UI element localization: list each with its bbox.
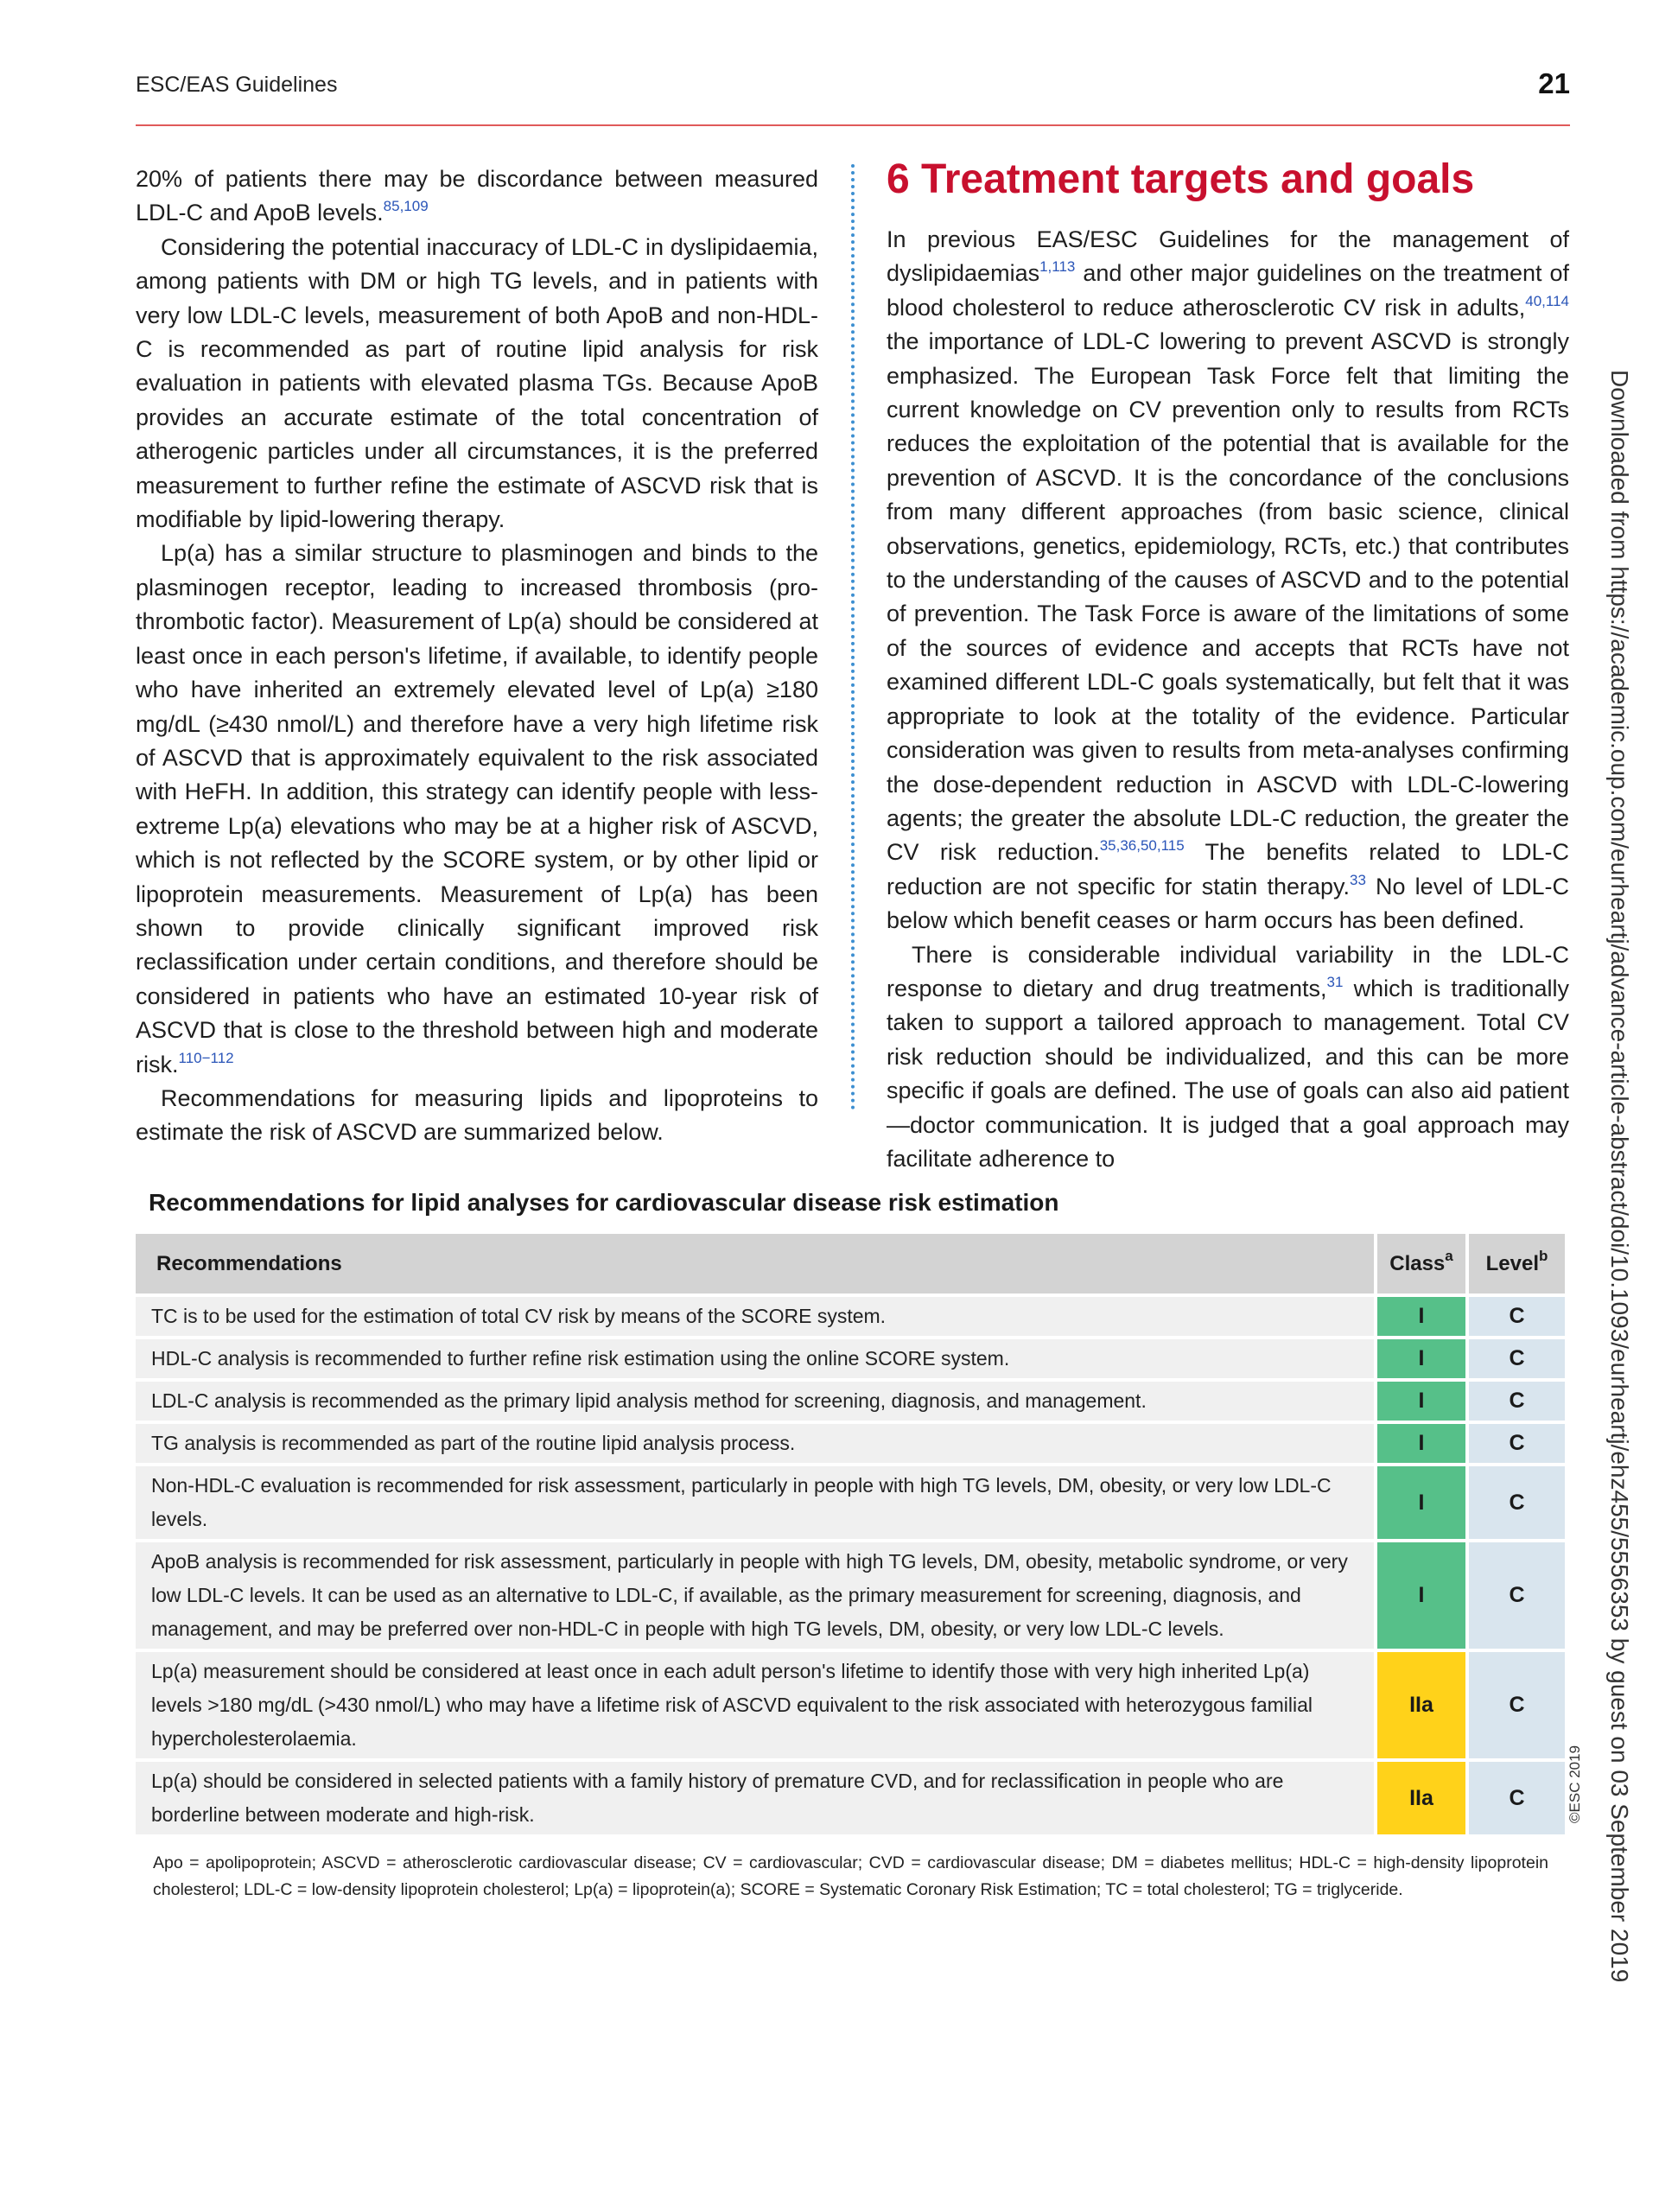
right-paragraph-1: [887, 223, 1569, 938]
left-paragraph-2: Considering the potential inaccuracy of LDL-C in dyslipidaemia, among patients with DM or high TG levels, and in patients with very low LDL-C levels, measurement of both ApoB and non-HDL-C is recommended as part of routine lipid analysis for risk evaluation in patients with elevated plasma TGs. Because ApoB provides an accurate estimate of the total concentration of atherogenic particles under all circumstances, it is the preferred measurement to further refine the estimate of ASCVD risk that is modifiable by lipid-lowering therapy.: [136, 233, 818, 533]
level-cell: C: [1467, 1295, 1565, 1338]
recommendation-text: Lp(a) should be considered in selected patients with a family history of premature CVD, and for reclassification in people who are borderline between moderate and high-risk.: [136, 1760, 1376, 1836]
page-header: [136, 67, 1570, 126]
level-cell: C: [1467, 1380, 1565, 1422]
class-cell: I: [1376, 1338, 1467, 1380]
class-cell: I: [1376, 1295, 1467, 1338]
journal-name: ESC/EAS Guidelines: [136, 73, 338, 97]
table-row: [136, 1650, 1565, 1760]
class-cell: I: [1376, 1465, 1467, 1541]
section-title: 6 Treatment targets and goals: [887, 156, 1475, 202]
class-cell: I: [1376, 1541, 1467, 1650]
recommendation-text: TG analysis is recommended as part of the routine lipid analysis process.: [136, 1422, 1376, 1465]
level-cell: C: [1467, 1541, 1565, 1650]
recommendation-text: Non-HDL-C evaluation is recommended for risk assessment, particularly in people with high TG levels, DM, obesity, or very low LDL-C levels.: [136, 1465, 1376, 1541]
text-run: the importance of LDL-C lowering to prevent ASCVD is strongly emphasized. The European Task Force felt that limiting the current knowledge on CV prevention only to results from RCTs reduces the exploitation of the potential that is available for the prevention of ASCVD. It is the concordance of the conclusions from many different approaches (from basic science, clinical observations, genetics, epidemiology, RCTs, etc.) that contributes to the understanding of the causes of ASCVD and to the potential of prevention. The Task Force is aware of the limitations of some of the sources of evidence and accepts that RCTs have not examined different LDL-C goals systematically, but felt that it was appropriate to look at the totality of the evidence. Particular consideration was given to results from meta-analyses confirming the dose-dependent reduction in ASCVD with LDL-C-lowering agents; the greater the absolute LDL-C reduction, the greater the CV risk reduction.: [887, 328, 1569, 866]
text-run: No level of LDL-C below which benefit ceases or harm occurs has been defined.: [887, 873, 1569, 934]
citation-link[interactable]: 33: [1350, 871, 1366, 888]
recommendations-title: Recommendations for lipid analyses for cardiovascular disease risk estimation: [149, 1189, 1059, 1216]
recommendation-text: TC is to be used for the estimation of total CV risk by means of the SCORE system.: [136, 1295, 1376, 1338]
esc-copyright: ©ESC 2019: [1567, 1745, 1583, 1823]
citation-link[interactable]: 1,113: [1039, 258, 1076, 276]
left-paragraph-4: Recommendations for measuring lipids and lipoproteins to estimate the risk of ASCVD are summarized below.: [136, 1084, 818, 1146]
class-header-label: Class: [1389, 1251, 1446, 1275]
download-note: Downloaded from https://academic.oup.com/eurheartj/advance-article-abstract/doi/10.1093/eurheartj/ehz455/5556353 by guest on 03 September 2019: [1606, 370, 1633, 1983]
recommendation-text: HDL-C analysis is recommended to further refine risk estimation using the online SCORE system.: [136, 1338, 1376, 1380]
citation-link[interactable]: 35,36,50,115: [1099, 837, 1185, 855]
level-header: [1467, 1234, 1565, 1295]
table-row: [136, 1465, 1565, 1541]
left-column: [136, 162, 818, 1150]
table-row: [136, 1338, 1565, 1380]
level-cell: C: [1467, 1465, 1565, 1541]
table-row: [136, 1760, 1565, 1836]
level-cell: C: [1467, 1760, 1565, 1836]
abbreviations-footnote: Apo = apolipoprotein; ASCVD = atherosclerotic cardiovascular disease; CV = cardiovascular; CVD = cardiovascular disease; DM = diabetes mellitus; HDL-C = high-density lipoprotein cholesterol; LDL-C = low-density lipoprotein cholesterol; Lp(a) = lipoprotein(a); SCORE = Systematic Coronary Risk Estimation; TC = total cholesterol; TG = triglyceride.: [153, 1853, 1548, 1899]
class-cell: IIa: [1376, 1650, 1467, 1760]
text-run: There is considerable individual variability in the LDL-C response to dietary and drug treatments,: [887, 941, 1569, 1001]
recommendation-text: Lp(a) measurement should be considered at least once in each adult person's lifetime to identify those with very high inherited Lp(a) levels >180 mg/dL (>430 nmol/L) who may have a lifetime risk of ASCVD equivalent to the risk associated with heterozygous familial hypercholesterolaemia.: [136, 1650, 1376, 1760]
class-cell: I: [1376, 1380, 1467, 1422]
table-row: [136, 1380, 1565, 1422]
left-paragraph-1: [136, 162, 818, 231]
recommendation-text: LDL-C analysis is recommended as the primary lipid analysis method for screening, diagnosis, and management.: [136, 1380, 1376, 1422]
citation-link[interactable]: 40,114: [1525, 292, 1569, 309]
recommendations-header: Recommendations: [136, 1234, 1376, 1295]
text-run: which is traditionally taken to support a tailored approach to management. Total CV risk reduction should be individualized, and this can be more specific if goals are defined. The use of goals can also aid patient—doctor communication. It is judged that a goal approach may facilitate adherence to: [887, 975, 1569, 1172]
level-cell: C: [1467, 1650, 1565, 1760]
table-row: [136, 1541, 1565, 1650]
text-run: The benefits related to LDL-C reduction are not specific for statin therapy.: [887, 839, 1569, 899]
citation-link[interactable]: 31: [1326, 973, 1344, 990]
table-row: [136, 1422, 1565, 1465]
class-header: [1376, 1234, 1467, 1295]
footnote-marker: a: [1445, 1247, 1453, 1264]
right-paragraph-2: [887, 938, 1569, 1177]
citation-link[interactable]: 85,109: [383, 198, 429, 215]
table-header-row: [136, 1234, 1565, 1295]
footnote-marker: b: [1538, 1247, 1548, 1264]
text-run: In previous EAS/ESC Guidelines for the management of dyslipidaemias: [887, 226, 1569, 287]
left-paragraph-3: [136, 537, 818, 1082]
left-paragraph-1-text: 20% of patients there may be discordance between measured LDL-C and ApoB levels.: [136, 166, 818, 226]
right-column: [887, 156, 1569, 1176]
class-cell: IIa: [1376, 1760, 1467, 1836]
level-header-label: Level: [1485, 1251, 1539, 1275]
citation-link[interactable]: 110−112: [178, 1049, 234, 1066]
level-cell: C: [1467, 1422, 1565, 1465]
table-row: [136, 1295, 1565, 1338]
page-number: 21: [1538, 67, 1570, 99]
recommendation-text: ApoB analysis is recommended for risk assessment, particularly in people with high TG levels, DM, obesity, metabolic syndrome, or very low LDL-C levels. It can be used as an alternative to LDL-C, if available, as the primary measurement for screening, diagnosis, and management, and may be preferred over non-HDL-C in people with high TG levels, DM, obesity, or very low LDL-C levels.: [136, 1541, 1376, 1650]
level-cell: C: [1467, 1338, 1565, 1380]
class-cell: I: [1376, 1422, 1467, 1465]
left-paragraph-3-text: Lp(a) has a similar structure to plasminogen and binds to the plasminogen receptor, leading to increased thrombosis (pro-thrombotic factor). Measurement of Lp(a) should be considered at least once in each person's lifetime, if available, to identify people who have inherited an extremely elevated level of Lp(a) ≥180 mg/dL (≥430 nmol/L) and therefore have a very high lifetime risk of ASCVD that is approximately equivalent to the risk associated with HeFH. In addition, this strategy can identify people with less-extreme Lp(a) elevations who may be at a higher risk of ASCVD, which is not reflected by the SCORE system, or by other lipid or lipoprotein measurements. Measurement of Lp(a) has been shown to provide clinically significant improved risk reclassification under certain conditions, and therefore should be considered in patients who have an estimated 10-year risk of ASCVD that is close to the threshold between high and moderate risk.: [136, 540, 818, 1077]
text-run: and other major guidelines on the treatment of blood cholesterol to reduce atherosclerotic CV risk in adults,: [887, 260, 1569, 321]
column-divider: [851, 164, 855, 1110]
recommendations-table: [136, 1234, 1565, 1838]
